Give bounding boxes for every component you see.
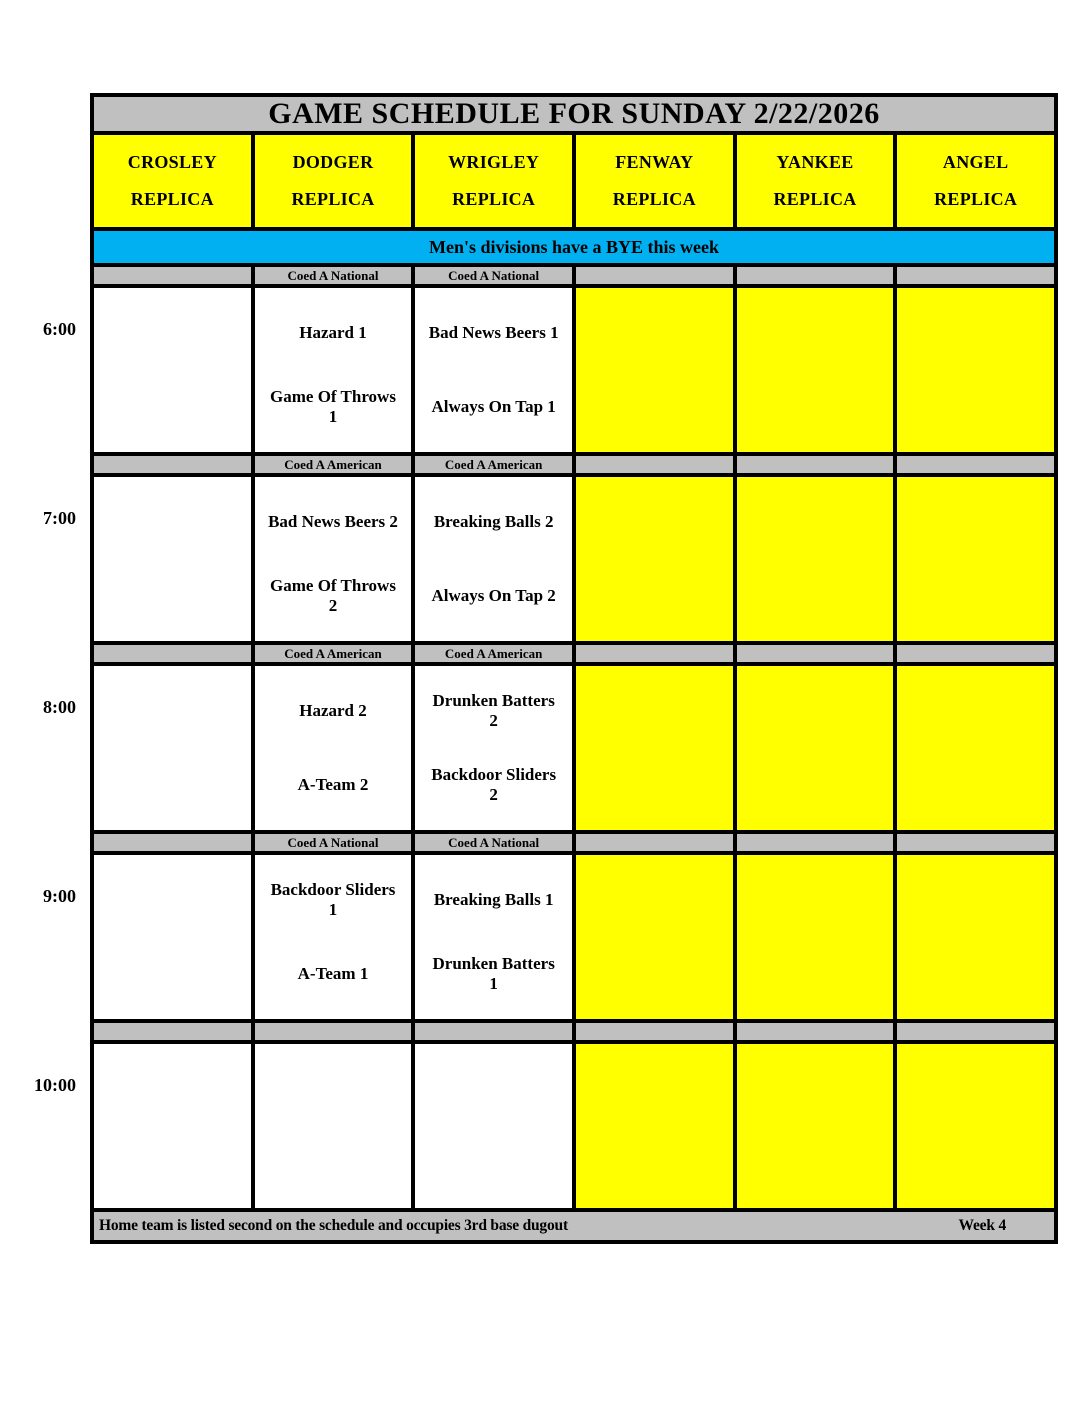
home-team-note: Home team is listed second on the schedule and occupies 3rd base dugout (99, 1217, 568, 1234)
away-team (427, 1052, 560, 1126)
home-team: Drunken Batters 1 (432, 953, 555, 993)
division-8pm-crosley (94, 645, 251, 662)
division-9pm-angel (897, 834, 1054, 851)
bye-banner: Men's divisions have a BYE this week (94, 231, 1054, 263)
bye-8pm-angel (897, 666, 1054, 830)
field-type: REPLICA (773, 189, 857, 210)
time-label-6pm: 6:00 (43, 319, 76, 339)
division-7pm-dodger: Coed A American (255, 456, 412, 473)
field-type: REPLICA (452, 189, 536, 210)
away-team (106, 485, 239, 559)
bye-10pm-angel (897, 1044, 1054, 1208)
home-team (427, 1126, 560, 1200)
away-team (106, 674, 239, 748)
schedule-title: GAME SCHEDULE FOR SUNDAY 2/22/2026 (94, 97, 1054, 131)
field-type: REPLICA (291, 189, 375, 210)
field-name: CROSLEY (127, 151, 217, 172)
game-7pm-wrigley (415, 477, 572, 641)
game-10pm-wrigley (415, 1044, 572, 1208)
division-7pm-wrigley: Coed A American (415, 456, 572, 473)
division-9pm-fenway (576, 834, 733, 851)
division-10pm-dodger (255, 1023, 412, 1040)
field-name: FENWAY (615, 151, 694, 172)
away-team: Backdoor Sliders 1 (270, 879, 396, 919)
division-10pm-fenway (576, 1023, 733, 1040)
division-8pm-angel (897, 645, 1054, 662)
field-type: REPLICA (130, 189, 214, 210)
division-7pm-fenway (576, 456, 733, 473)
bye-6pm-yankee (737, 288, 894, 452)
home-team: Game Of Throws 1 (270, 386, 396, 426)
home-team (267, 1126, 400, 1200)
game-10pm-crosley (94, 1044, 251, 1208)
away-team: Bad News Beers 1 (428, 322, 559, 342)
game-6pm-wrigley (415, 288, 572, 452)
field-header-crosley (94, 135, 251, 227)
away-team: Breaking Balls 1 (433, 889, 554, 909)
game-7pm-crosley (94, 477, 251, 641)
division-9pm-yankee (737, 834, 894, 851)
division-7pm-angel (897, 456, 1054, 473)
home-team: A-Team 2 (297, 774, 369, 794)
division-9pm-crosley (94, 834, 251, 851)
game-10pm-dodger (255, 1044, 412, 1208)
game-6pm-dodger (255, 288, 412, 452)
time-label-9pm: 9:00 (43, 886, 76, 906)
home-team (106, 370, 239, 444)
bye-8pm-fenway (576, 666, 733, 830)
division-6pm-fenway (576, 267, 733, 284)
division-10pm-crosley (94, 1023, 251, 1040)
bye-10pm-yankee (737, 1044, 894, 1208)
bye-9pm-yankee (737, 855, 894, 1019)
week-label: Week 4 (958, 1217, 1006, 1234)
field-header-yankee (737, 135, 894, 227)
game-9pm-crosley (94, 855, 251, 1019)
home-team (106, 1126, 239, 1200)
division-6pm-dodger: Coed A National (255, 267, 412, 284)
division-9pm-wrigley: Coed A National (415, 834, 572, 851)
field-header-dodger (255, 135, 412, 227)
away-team (106, 863, 239, 937)
field-type: REPLICA (934, 189, 1018, 210)
away-team (267, 1052, 400, 1126)
footer-row (94, 1212, 1054, 1240)
bye-8pm-yankee (737, 666, 894, 830)
away-team: Hazard 2 (299, 700, 367, 720)
home-team: Always On Tap 2 (431, 585, 556, 605)
division-10pm-wrigley (415, 1023, 572, 1040)
bye-6pm-fenway (576, 288, 733, 452)
away-team (106, 296, 239, 370)
division-7pm-crosley (94, 456, 251, 473)
time-label-8pm: 8:00 (43, 697, 76, 717)
home-team (106, 937, 239, 1011)
bye-10pm-fenway (576, 1044, 733, 1208)
field-header-fenway (576, 135, 733, 227)
home-team: Game Of Throws 2 (270, 575, 396, 615)
field-name: YANKEE (776, 151, 854, 172)
away-team: Bad News Beers 2 (268, 511, 398, 531)
field-name: DODGER (292, 151, 374, 172)
bye-9pm-angel (897, 855, 1054, 1019)
field-type: REPLICA (612, 189, 696, 210)
division-8pm-wrigley: Coed A American (415, 645, 572, 662)
field-header-wrigley (415, 135, 572, 227)
game-9pm-wrigley (415, 855, 572, 1019)
game-8pm-dodger (255, 666, 412, 830)
division-10pm-angel (897, 1023, 1054, 1040)
division-6pm-angel (897, 267, 1054, 284)
division-8pm-dodger: Coed A American (255, 645, 412, 662)
bye-7pm-fenway (576, 477, 733, 641)
division-9pm-dodger: Coed A National (255, 834, 412, 851)
bye-6pm-angel (897, 288, 1054, 452)
away-team: Hazard 1 (299, 322, 367, 342)
home-team: Always On Tap 1 (431, 396, 556, 416)
division-7pm-yankee (737, 456, 894, 473)
field-header-angel (897, 135, 1054, 227)
away-team: Drunken Batters 2 (432, 690, 555, 730)
division-6pm-wrigley: Coed A National (415, 267, 572, 284)
field-name: ANGEL (942, 151, 1009, 172)
game-6pm-crosley (94, 288, 251, 452)
division-6pm-crosley (94, 267, 251, 284)
division-6pm-yankee (737, 267, 894, 284)
home-team (106, 559, 239, 633)
division-8pm-yankee (737, 645, 894, 662)
away-team (106, 1052, 239, 1126)
bye-7pm-yankee (737, 477, 894, 641)
game-8pm-crosley (94, 666, 251, 830)
bye-7pm-angel (897, 477, 1054, 641)
game-7pm-dodger (255, 477, 412, 641)
division-10pm-yankee (737, 1023, 894, 1040)
field-name: WRIGLEY (448, 151, 540, 172)
game-8pm-wrigley (415, 666, 572, 830)
time-label-10pm: 10:00 (34, 1075, 76, 1095)
bye-9pm-fenway (576, 855, 733, 1019)
schedule-table (90, 93, 1058, 1244)
home-team (106, 748, 239, 822)
home-team: A-Team 1 (297, 963, 369, 983)
game-9pm-dodger (255, 855, 412, 1019)
home-team: Backdoor Sliders 2 (431, 764, 557, 804)
division-8pm-fenway (576, 645, 733, 662)
time-label-7pm: 7:00 (43, 508, 76, 528)
away-team: Breaking Balls 2 (433, 511, 554, 531)
